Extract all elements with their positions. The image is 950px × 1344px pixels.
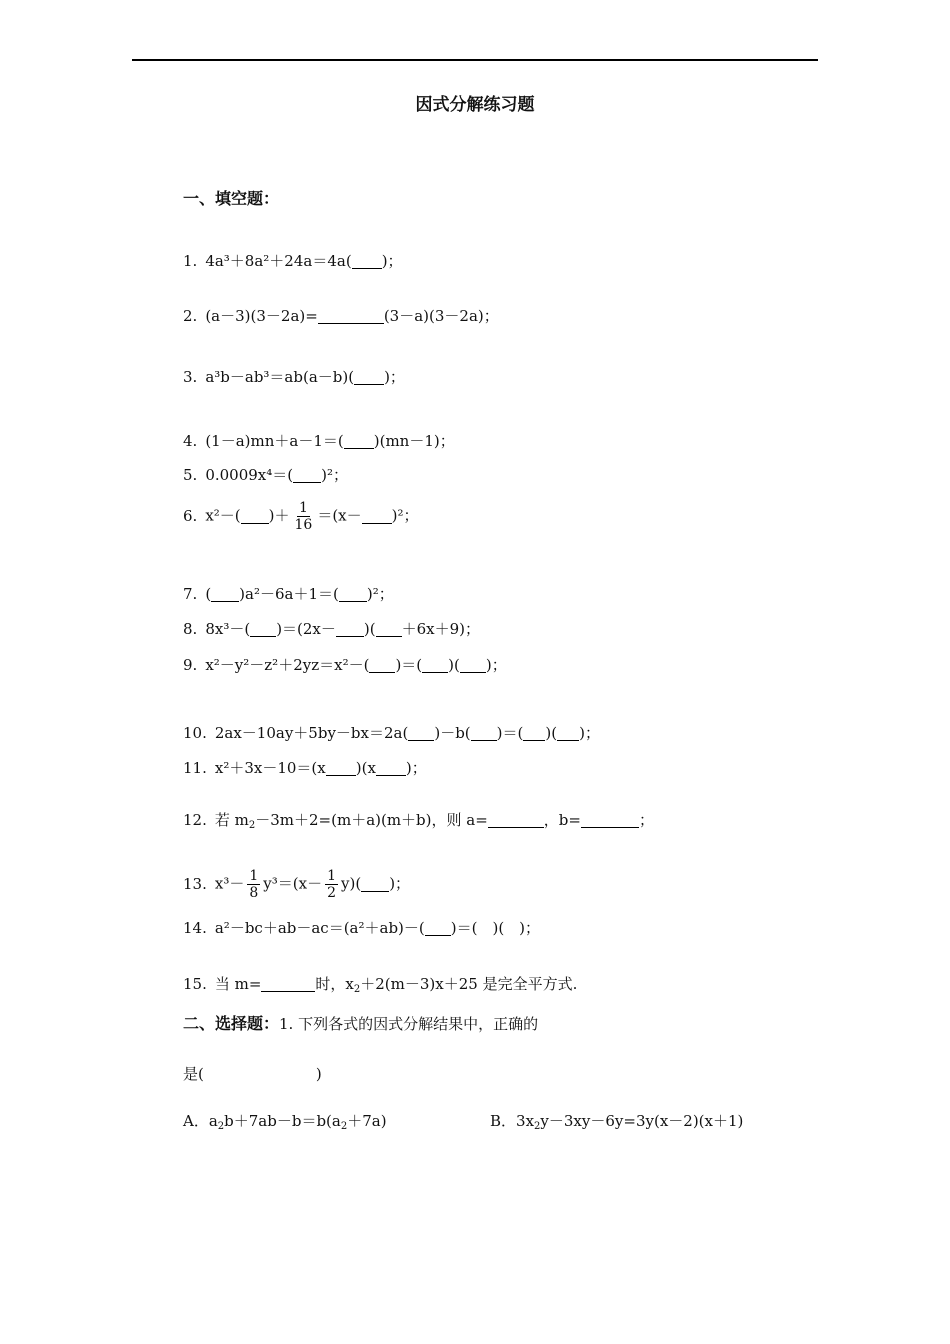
question-1: 1. 4a³＋8a²＋24a＝4a( )；	[183, 252, 403, 270]
answer-blank[interactable]	[241, 507, 269, 524]
answer-blank[interactable]	[352, 252, 382, 269]
answer-blank[interactable]	[369, 656, 395, 673]
question-5: 5. 0.0009x⁴＝( )²；	[183, 466, 348, 484]
answer-blank[interactable]	[318, 307, 384, 324]
answer-blank[interactable]	[376, 620, 402, 637]
multiple-choice-1: 二、选择题：1. 下列各式的因式分解结果中，正确的	[183, 1014, 539, 1033]
fraction: $\frac{1}{8}$	[249, 868, 259, 901]
question-7: 7. ( )a²－6a＋1＝( )²；	[183, 585, 394, 603]
answer-blank[interactable]	[344, 432, 374, 449]
answer-blank[interactable]	[211, 585, 239, 602]
question-15: 15. 当 m= 时，$x_2+2(m-3)x+25$ 是完全平方式.	[183, 975, 578, 995]
answer-blank[interactable]	[293, 466, 321, 483]
question-9: 9. x²－y²－z²＋2yz＝x²－( )＝( )( )；	[183, 656, 507, 674]
answer-blank[interactable]	[361, 875, 389, 892]
answer-blank[interactable]	[261, 975, 315, 992]
answer-blank[interactable]	[250, 620, 276, 637]
question-12: 12. 若 $m_2-3m+2=(m+a)(m+b)$，则 a= ，b= ；	[183, 811, 654, 831]
question-4: 4. (1－a)mn＋a－1＝( )(mn－1)；	[183, 432, 455, 450]
question-6: 6. x²－( )＋ $\frac{1}{16}$ ＝(x－ )²；	[183, 500, 419, 533]
header-rule	[132, 59, 818, 61]
section-fill-in: 一、填空题：	[183, 189, 280, 208]
answer-blank[interactable]	[581, 811, 639, 828]
answer-blank[interactable]	[425, 919, 451, 936]
question-14: 14. a²－bc＋ab－ac＝(a²＋ab)－( )＝( )( )；	[183, 919, 541, 937]
answer-blank[interactable]	[408, 724, 434, 741]
answer-blank[interactable]	[336, 620, 364, 637]
question-3: 3. a³b－ab³＝ab(a－b)( )；	[183, 368, 405, 386]
option-a[interactable]: A．$a_2b+7ab-b=b(a_2+7a)$	[183, 1112, 387, 1132]
answer-blank[interactable]	[523, 724, 545, 741]
answer-blank[interactable]	[326, 759, 356, 776]
question-8: 8. 8x³－( )＝(2x－ )( ＋6x＋9)；	[183, 620, 481, 638]
page-title: 因式分解练习题	[415, 95, 535, 115]
answer-blank[interactable]	[557, 724, 579, 741]
option-b[interactable]: B．$3x_2y-3xy-6y=3y(x-2)(x+1)$	[490, 1112, 744, 1132]
question-11: 11. x²＋3x－10＝(x )(x )；	[183, 759, 427, 777]
answer-blank[interactable]	[376, 759, 406, 776]
multiple-choice-1-cont: 是( )	[183, 1065, 322, 1083]
section-multiple-choice: 二、选择题：	[183, 1014, 280, 1033]
question-13: 13. x³－ $\frac{1}{8}$ y³＝(x－ $\frac{1}{2}$ y)( )；	[183, 868, 411, 901]
question-10: 10. 2ax－10ay＋5by－bx＝2a( )－b( )＝( )( )；	[183, 724, 600, 742]
answer-blank[interactable]	[362, 507, 392, 524]
fraction: $\frac{1}{2}$	[327, 868, 336, 901]
answer-blank[interactable]	[471, 724, 497, 741]
fraction: $\frac{1}{16}$	[294, 500, 313, 533]
answer-blank[interactable]	[422, 656, 448, 673]
answer-blank[interactable]	[488, 811, 544, 828]
answer-blank[interactable]	[339, 585, 367, 602]
answer-blank[interactable]	[354, 368, 384, 385]
question-2: 2. (a－3)(3－2a)= (3－a)(3－2a)；	[183, 307, 499, 325]
answer-blank[interactable]	[460, 656, 486, 673]
